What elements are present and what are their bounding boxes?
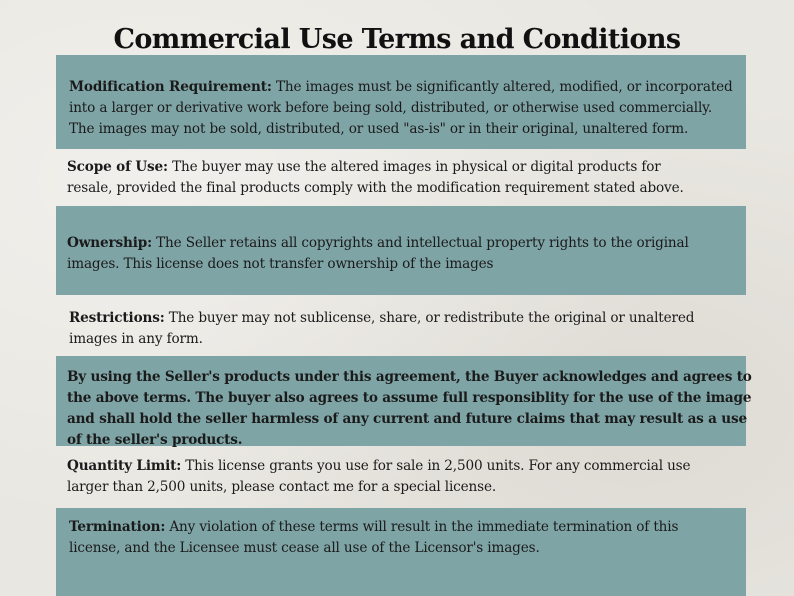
section-heading: Quantity Limit: <box>67 458 182 474</box>
page-title: Commercial Use Terms and Conditions <box>113 24 681 55</box>
section-line: images. This license does not transfer ownership of the images <box>67 256 494 272</box>
section-line: The images may not be sold, distributed, or used "as-is" or in their original, unaltered form. <box>69 121 689 137</box>
section-line: Modification Requirement: The images must be significantly altered, modified, or incorporated <box>69 79 733 95</box>
section-termination <box>69 517 678 559</box>
section-line: and shall hold the seller harmless of any current and future claims that may result as a use <box>67 411 747 427</box>
section-line: the above terms. The buyer also agrees to assume full responsiblity for the use of the image <box>67 390 752 406</box>
section-modification <box>69 77 733 140</box>
section-line: Termination: Any violation of these terms will result in the immediate termination of this <box>69 519 679 535</box>
section-line: resale, provided the final products comply with the modification requirement stated above. <box>67 180 684 196</box>
section-heading: Modification Requirement: <box>69 79 272 95</box>
section-restrictions <box>69 308 694 350</box>
section-line: Ownership: The Seller retains all copyrights and intellectual property rights to the original <box>67 235 689 251</box>
section-line: images in any form. <box>69 331 203 347</box>
section-line: Quantity Limit: This license grants you use for sale in 2,500 units. For any commercial use <box>67 458 691 474</box>
section-line: larger than 2,500 units, please contact me for a special license. <box>67 479 497 495</box>
section-line: Scope of Use: The buyer may use the altered images in physical or digital products for <box>67 159 661 175</box>
section-line: into a larger or derivative work before being sold, distributed, or otherwise used commercially. <box>69 100 713 116</box>
section-acknowledgement <box>67 367 752 451</box>
section-ownership <box>67 233 689 275</box>
section-heading: Scope of Use: <box>67 159 168 175</box>
section-line: Restrictions: The buyer may not sublicense, share, or redistribute the original or unaltered <box>69 310 695 326</box>
section-heading: Restrictions: <box>69 310 165 326</box>
section-heading: Termination: <box>69 519 166 535</box>
section-line: of the seller's products. <box>67 432 243 448</box>
section-heading: Ownership: <box>67 235 152 251</box>
section-line: By using the Seller's products under this agreement, the Buyer acknowledges and agrees to <box>67 369 752 385</box>
section-scope <box>67 157 684 199</box>
section-quantity-limit <box>67 456 690 498</box>
section-line: license, and the Licensee must cease all use of the Licensor's images. <box>69 540 540 556</box>
